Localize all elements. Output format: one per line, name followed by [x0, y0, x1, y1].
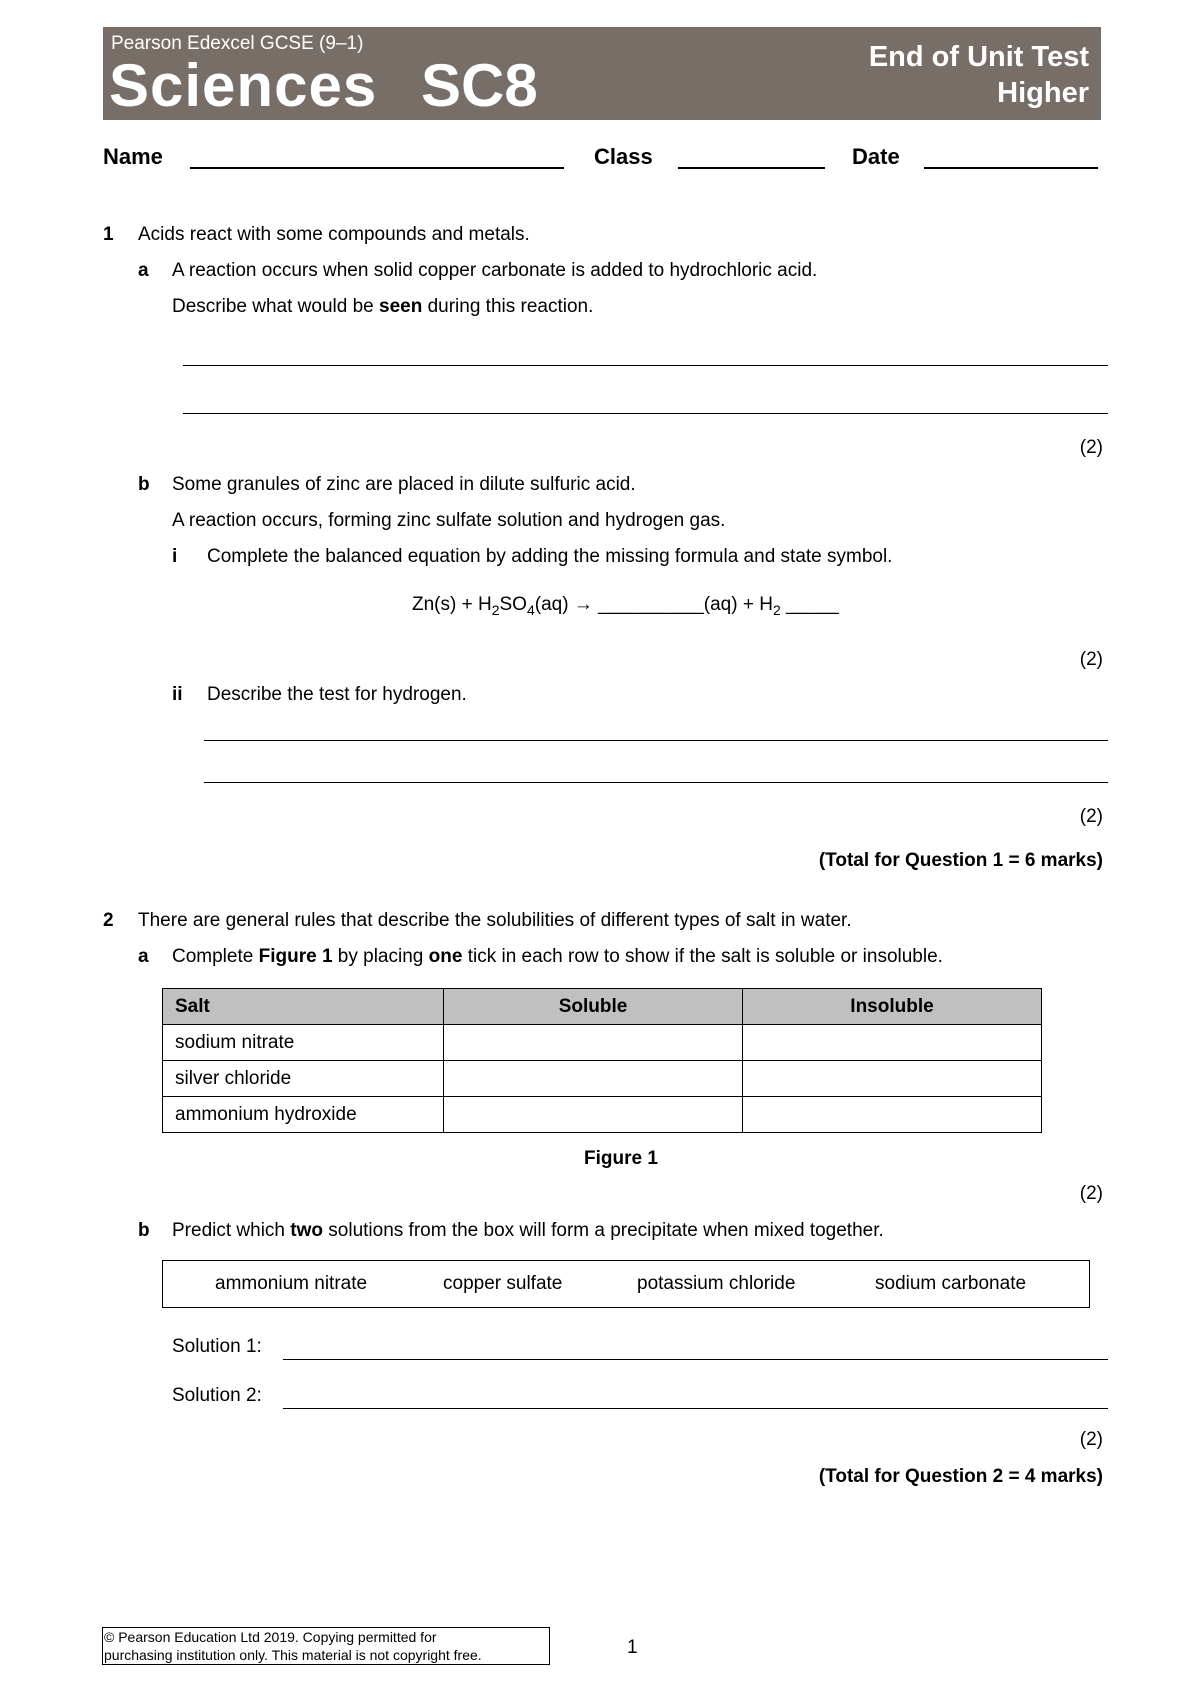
insoluble-cell[interactable]: [743, 1025, 1042, 1061]
q2b-marks: (2): [1079, 1429, 1103, 1450]
insoluble-cell[interactable]: [743, 1061, 1042, 1097]
q1a-marks: (2): [1079, 437, 1103, 458]
q2-number: 2: [103, 910, 114, 931]
class-label: Class: [594, 144, 653, 169]
q2b-label: b: [138, 1220, 150, 1241]
page-number: 1: [627, 1637, 638, 1658]
soluble-cell[interactable]: [444, 1025, 743, 1061]
word-option: sodium carbonate: [875, 1273, 1027, 1294]
copyright-notice: [102, 1627, 550, 1665]
solution-1-label: Solution 1:: [172, 1336, 262, 1357]
q1b-text-1: Some granules of zinc are placed in dilute sulfuric acid.: [172, 474, 636, 495]
copyright-line-2: purchasing institution only. This material is not copyright free.: [104, 1647, 482, 1663]
q1bii-answer-line-2[interactable]: [204, 782, 1108, 783]
q1a-answer-line-2[interactable]: [183, 413, 1108, 414]
salt-name: sodium nitrate: [163, 1025, 444, 1061]
class-field[interactable]: [678, 167, 825, 169]
salt-name: silver chloride: [163, 1061, 444, 1097]
solubility-table: [162, 988, 1042, 1133]
q1-total: (Total for Question 1 = 6 marks): [818, 850, 1103, 871]
q1bi-label: i: [172, 546, 178, 567]
word-option: potassium chloride: [637, 1273, 796, 1294]
test-title: End of Unit Test: [868, 41, 1089, 73]
q1bii-label: ii: [172, 684, 183, 705]
q2-stem: There are general rules that describe the solubilities of different types of salt in water.: [138, 910, 852, 931]
q1a-answer-line-1[interactable]: [183, 365, 1108, 366]
soluble-cell[interactable]: [444, 1061, 743, 1097]
solution-2-line[interactable]: [283, 1408, 1108, 1409]
state-symbol-blank[interactable]: _____: [780, 594, 839, 615]
q1a-label: a: [138, 260, 149, 281]
word-option: copper sulfate: [443, 1273, 563, 1294]
balanced-equation: $Zn(s) + H_2SO_4(aq)$ → __________(aq) + $H_2$ _____: [412, 594, 839, 618]
q1-number: 1: [103, 224, 114, 245]
q1bii-marks: (2): [1079, 806, 1103, 827]
q2a-label: a: [138, 946, 149, 967]
q2a-marks: (2): [1079, 1183, 1103, 1204]
table-header-row: [163, 989, 1042, 1025]
name-label: Name: [103, 144, 163, 169]
name-field[interactable]: [190, 167, 564, 169]
q1bii-answer-line-1[interactable]: [204, 740, 1108, 741]
q2-total: (Total for Question 2 = 4 marks): [818, 1466, 1103, 1487]
q2b-text: Predict which two solutions from the box will form a precipitate when mixed together.: [172, 1220, 884, 1241]
soluble-cell[interactable]: [444, 1097, 743, 1133]
word-box: [162, 1260, 1090, 1308]
solution-2-label: Solution 2:: [172, 1385, 262, 1406]
copyright-line-1: © Pearson Education Ltd 2019. Copying permitted for: [104, 1629, 437, 1645]
q1a-instruction: Describe what would be seen during this reaction.: [172, 296, 594, 317]
q1bi-text: Complete the balanced equation by adding the missing formula and state symbol.: [207, 546, 893, 567]
header-banner: [103, 27, 1101, 120]
col-salt: Salt: [163, 989, 444, 1025]
col-soluble: Soluble: [444, 989, 743, 1025]
tier-label: Higher: [997, 77, 1089, 109]
q1a-text: A reaction occurs when solid copper carbonate is added to hydrochloric acid.: [172, 260, 818, 281]
figure-caption: Figure 1: [584, 1148, 658, 1169]
insoluble-cell[interactable]: [743, 1097, 1042, 1133]
q1bi-marks: (2): [1079, 649, 1103, 670]
col-insoluble: Insoluble: [743, 989, 1042, 1025]
subject-title: Sciences: [109, 52, 378, 119]
salt-name: ammonium hydroxide: [163, 1097, 444, 1133]
series-label: Pearson Edexcel GCSE (9–1): [111, 33, 364, 54]
table-row: [163, 1061, 1042, 1097]
table-row: [163, 1097, 1042, 1133]
table-row: [163, 1025, 1042, 1061]
q1b-label: b: [138, 474, 150, 495]
q1bii-text: Describe the test for hydrogen.: [207, 684, 467, 705]
q2a-text: Complete Figure 1 by placing one tick in each row to show if the salt is soluble or insoluble.: [172, 946, 943, 967]
formula-blank[interactable]: __________: [598, 594, 704, 615]
solution-1-line[interactable]: [283, 1359, 1108, 1360]
unit-code: SC8: [421, 52, 538, 119]
date-label: Date: [852, 144, 900, 169]
date-field[interactable]: [924, 167, 1098, 169]
q1b-text-2: A reaction occurs, forming zinc sulfate solution and hydrogen gas.: [172, 510, 726, 531]
q1-stem: Acids react with some compounds and metals.: [138, 224, 530, 245]
word-option: ammonium nitrate: [215, 1273, 368, 1294]
